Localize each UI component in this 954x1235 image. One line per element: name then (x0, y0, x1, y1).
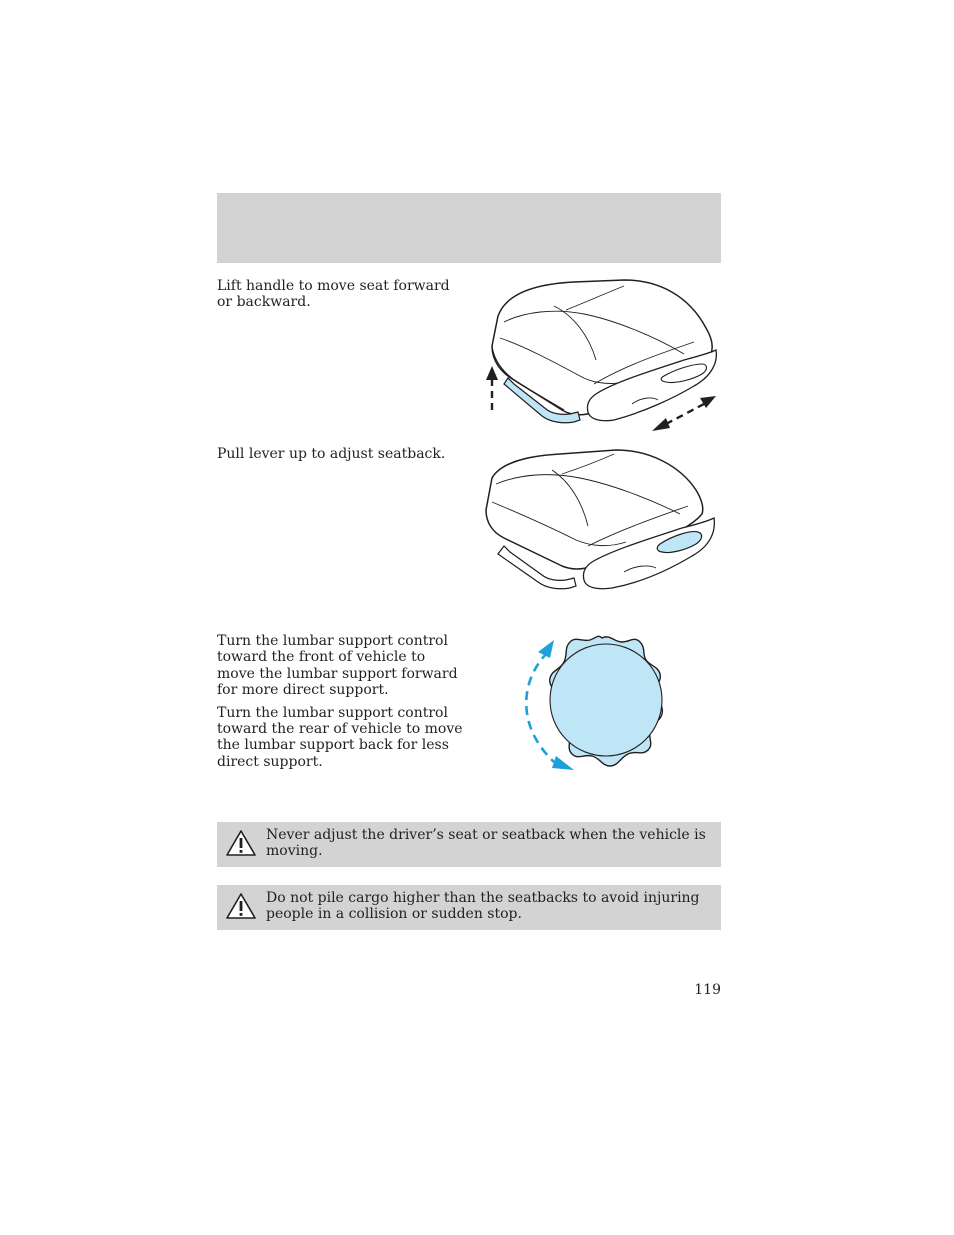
page-number: 119 (694, 982, 721, 998)
seatback-instructions (217, 446, 467, 468)
seat-track-text: Lift handle to move seat forward or backward. (217, 278, 450, 311)
seatback-lever-illustration (484, 446, 720, 596)
warning-box-seat-adjust (217, 822, 721, 867)
warning-box-cargo (217, 885, 721, 930)
lumbar-instructions (217, 633, 467, 776)
lumbar-knob-illustration (514, 630, 670, 776)
lumbar-front-text: Turn the lumbar support control toward the front of vehicle to move the lumbar support forward for more direct support. (217, 633, 458, 699)
warning-text-seat-adjust: Never adjust the driver’s seat or seatback when the vehicle is moving. (266, 827, 706, 860)
section-header-band (217, 193, 721, 263)
warning-triangle-icon (225, 892, 257, 920)
lumbar-rear-text: Turn the lumbar support control toward the rear of vehicle to move the lumbar support back for less direct support. (217, 704, 463, 770)
warning-text-cargo: Do not pile cargo higher than the seatbacks to avoid injuring people in a collision or sudden stop. (266, 890, 700, 923)
seat-track-handle-illustration (484, 276, 720, 434)
warning-triangle-icon (225, 829, 257, 857)
seat-track-instructions (217, 278, 467, 317)
seatback-text: Pull lever up to adjust seatback. (217, 446, 446, 462)
